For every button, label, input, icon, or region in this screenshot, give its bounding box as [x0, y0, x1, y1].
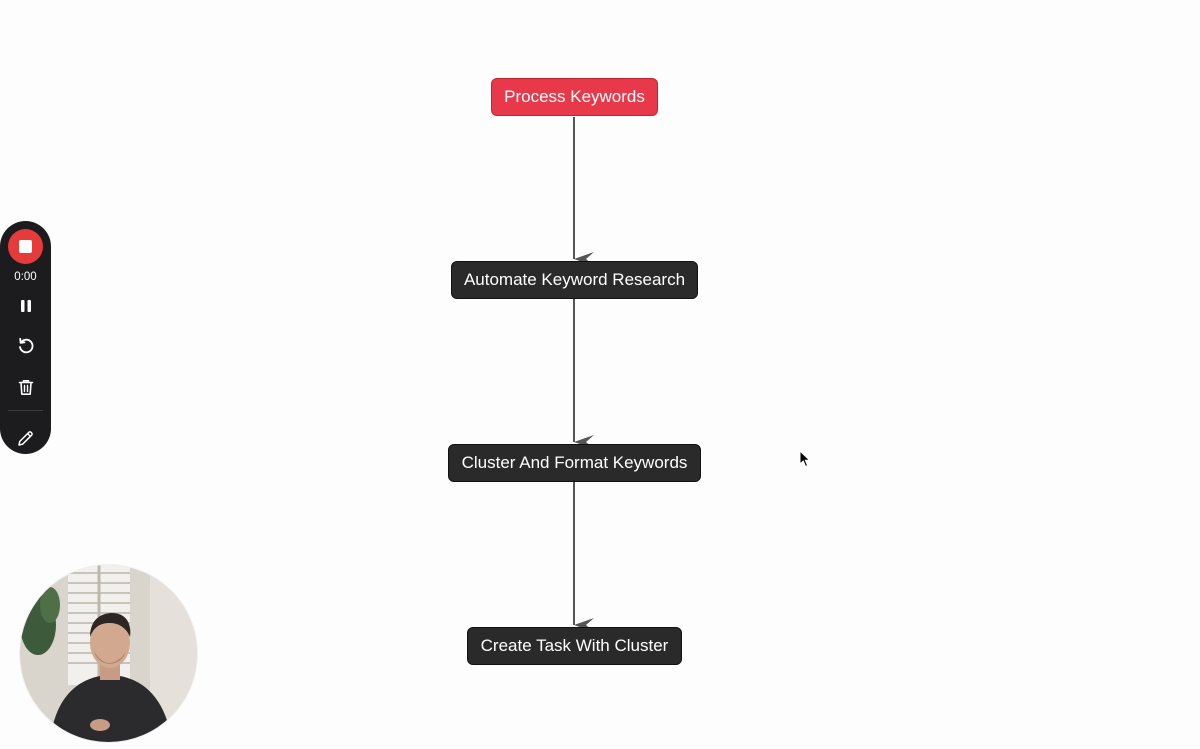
recording-toolbar — [0, 221, 51, 454]
draw-button[interactable] — [10, 425, 41, 451]
node-create-task-with-cluster[interactable]: Create Task With Cluster — [467, 627, 682, 665]
pencil-icon — [17, 430, 34, 447]
trash-icon — [18, 379, 34, 396]
pause-icon — [20, 299, 32, 313]
stop-recording-button[interactable] — [8, 229, 43, 264]
stop-icon — [19, 240, 32, 253]
mouse-cursor-icon — [799, 450, 811, 468]
pause-button[interactable] — [10, 293, 41, 319]
webcam-video — [20, 565, 197, 742]
recording-timer: 0:00 — [14, 271, 37, 283]
restart-icon — [17, 337, 35, 355]
node-process-keywords[interactable]: Process Keywords — [491, 78, 658, 116]
node-automate-keyword-research[interactable]: Automate Keyword Research — [451, 261, 698, 299]
toolbar-divider — [8, 410, 43, 411]
webcam-bubble[interactable] — [20, 565, 197, 742]
delete-recording-button[interactable] — [10, 374, 41, 400]
node-cluster-and-format-keywords[interactable]: Cluster And Format Keywords — [448, 444, 701, 482]
restart-button[interactable] — [10, 333, 41, 359]
